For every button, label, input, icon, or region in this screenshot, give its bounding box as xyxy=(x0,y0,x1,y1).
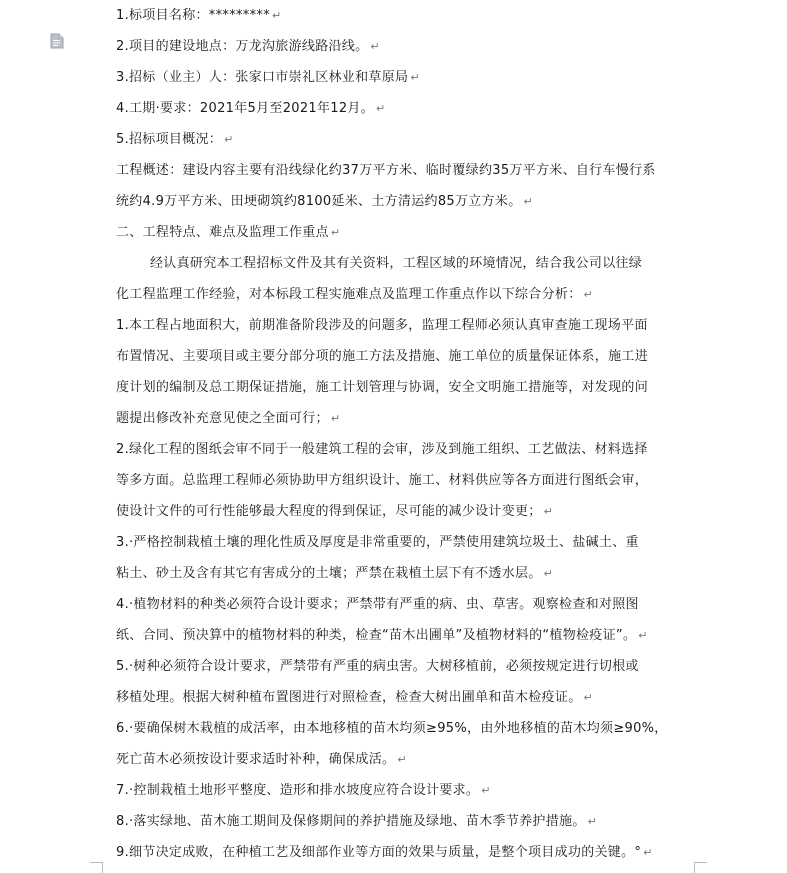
section-heading: 二、工程特点、难点及监理工作重点 ↵ xyxy=(116,225,341,240)
text-line: 5.·树种必须符合设计要求，严禁带有严重的病虫害。大树移植前，必须按规定进行切根或 xyxy=(116,659,639,674)
text-line: 题提出修改补充意见使之全面可行； ↵ xyxy=(116,411,341,426)
text-line: 度计划的编制及总工期保证措施，施工计划管理与协调，安全文明施工措施等，对发现的问 xyxy=(116,380,649,395)
text-line: 3.招标（业主）人：张家口市崇礼区林业和草原局 ↵ xyxy=(116,70,420,85)
text-line: 1.本工程占地面积大，前期准备阶段涉及的问题多，监理工程师必须认真审查施工现场平面 xyxy=(116,318,648,333)
text-line: 1.标项目名称：********* ↵ xyxy=(116,8,282,23)
text-line: 8.·落实绿地、苗木施工期间及保修期间的养护措施及绿地、苗木季节养护措施。 ↵ xyxy=(116,814,598,829)
text-line: 使设计文件的可行性能够最大程度的得到保证，尽可能的减少设计变更； ↵ xyxy=(116,504,554,519)
text-line: 6.·要确保树木栽植的成活率，由本地移植的苗木均须≥95%，由外地移植的苗木均须≥90%， xyxy=(116,721,668,736)
text-line: 移植处理。根据大树种植布置图进行对照检查，检查大树出圃单和苗木检疫证。 ↵ xyxy=(116,690,594,705)
text-line: 工程概述：建设内容主要有沿线绿化约37万平方米、临时覆绿约35万平方米、自行车慢行系 xyxy=(116,163,656,178)
text-line: 3.·严格控制栽植土壤的理化性质及厚度是非常重要的，严禁使用建筑垃圾土、盐碱土、重 xyxy=(116,535,639,550)
text-line: 9.细节决定成败，在种植工艺及细部作业等方面的效果与质量，是整个项目成功的关键。° ↵ xyxy=(116,845,653,860)
document-icon xyxy=(50,33,64,49)
text-line: 4.·植物材料的种类必须符合设计要求；严禁带有严重的病、虫、草害。观察检查和对照图 xyxy=(116,597,639,612)
margin-corner-mark-left xyxy=(90,862,103,873)
text-line: 4.工期·要求：2021年5月至2021年12月。 ↵ xyxy=(116,101,386,116)
text-line: 纸、合同、预决算中的植物材料的种类，检查“苗木出圃单”及植物材料的“植物检疫证”。 ↵ xyxy=(116,628,648,643)
text-line: 死亡苗木必须按设计要求适时补种，确保成活。 ↵ xyxy=(116,752,407,767)
text-line: 粘土、砂土及含有其它有害成分的土壤；严禁在栽植土层下有不透水层。 ↵ xyxy=(116,566,554,581)
margin-corner-mark-right xyxy=(694,862,707,873)
text-line: 5.招标项目概况： ↵ xyxy=(116,132,234,147)
document-body xyxy=(116,0,688,868)
text-line: 7.·控制栽植土地形平整度、造形和排水坡度应符合设计要求。 ↵ xyxy=(116,783,491,798)
text-line: 等多方面。总监理工程师必须协助甲方组织设计、施工、材料供应等各方面进行图纸会审， xyxy=(116,473,649,488)
text-line: 经认真研究本工程招标文件及其有关资料，工程区域的环境情况，结合我公司以往绿 xyxy=(150,256,643,271)
text-line: 统约4.9万平方米、田埂砌筑约8100延米、土方清运约85万立方米。 ↵ xyxy=(116,194,534,209)
text-line: 2.绿化工程的图纸会审不同于一般建筑工程的会审，涉及到施工组织、工艺做法、材料选择 xyxy=(116,442,648,457)
text-line: 2.项目的建设地点：万龙沟旅游线路沿线。 ↵ xyxy=(116,39,380,54)
text-line: 化工程监理工作经验，对本标段工程实施难点及监理工作重点作以下综合分析： ↵ xyxy=(116,287,594,302)
text-line: 布置情况、主要项目或主要分部分项的施工方法及措施、施工单位的质量保证体系，施工进 xyxy=(116,349,649,364)
